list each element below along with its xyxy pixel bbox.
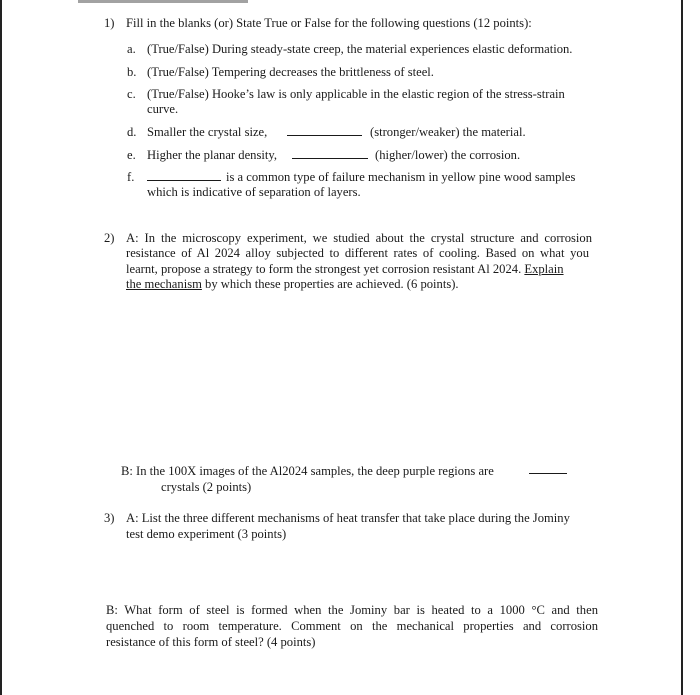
q2a-explain-underlined: Explain <box>524 262 564 276</box>
q3b-line3: resistance of this form of steel? (4 points) <box>106 635 316 649</box>
q1d-marker: d. <box>127 125 137 139</box>
cropped-header-remnant <box>78 0 248 3</box>
q1f-marker: f. <box>127 170 135 184</box>
q2a-mechanism-underlined: the mechanism <box>126 277 202 291</box>
q3a-line1: A: List the three different mechanisms of heat transfer that take place during the Jominy <box>126 511 570 525</box>
q1a-text: (True/False) During steady-state creep, the material experiences elastic deformation. <box>147 42 573 56</box>
left-page-edge <box>0 0 2 695</box>
q1e-text-before: Higher the planar density, <box>147 148 277 162</box>
q2a-line3 <box>126 262 564 277</box>
q1-title: Fill in the blanks (or) State True or False for the following questions (12 points): <box>126 16 532 30</box>
q1f-text-after: is a common type of failure mechanism in yellow pine wood samples <box>226 170 576 184</box>
q1c-text-line2: curve. <box>147 102 179 116</box>
q1d-text-after: (stronger/weaker) the material. <box>370 125 526 139</box>
q2a-line4 <box>126 277 459 292</box>
q1f-answer-blank[interactable] <box>147 171 221 181</box>
q3b-line1: B: What form of steel is formed when the Jominy bar is heated to a 1000 °C and then <box>106 603 598 617</box>
q2a-line3-text: learnt, propose a strategy to form the strongest yet corrosion resistant Al 2024. <box>126 262 522 276</box>
q1f-text-line2: which is indicative of separation of layers. <box>147 185 361 199</box>
q3a-line2: test demo experiment (3 points) <box>126 527 287 541</box>
q1c-marker: c. <box>127 87 136 101</box>
q1-number: 1) <box>104 16 115 30</box>
q2-number: 2) <box>104 231 115 245</box>
q1e-answer-blank[interactable] <box>292 149 368 159</box>
q1b-text: (True/False) Tempering decreases the brittleness of steel. <box>147 65 434 79</box>
q1e-marker: e. <box>127 148 136 162</box>
q2a-line1: A: In the microscopy experiment, we studied about the crystal structure and corrosion <box>126 231 592 245</box>
q2a-line4-text: by which these properties are achieved. (6 points). <box>205 277 459 291</box>
q1c-text-line1: (True/False) Hooke’s law is only applicable in the elastic region of the stress-strain <box>147 87 565 101</box>
q1d-answer-blank[interactable] <box>287 126 362 136</box>
q2b-line2: crystals (2 points) <box>161 480 252 494</box>
q2a-line2: resistance of Al 2024 alloy subjected to different rates of cooling. Based on what you <box>126 246 589 260</box>
q1b-marker: b. <box>127 65 137 79</box>
q1e-text-after: (higher/lower) the corrosion. <box>375 148 521 162</box>
q3b-line2: quenched to room temperature. Comment on the mechanical properties and corrosion <box>106 619 598 633</box>
q3-number: 3) <box>104 511 115 525</box>
q1d-text-before: Smaller the crystal size, <box>147 125 268 139</box>
q2b-line1: B: In the 100X images of the Al2024 samples, the deep purple regions are <box>121 464 494 478</box>
q1a-marker: a. <box>127 42 136 56</box>
right-page-edge <box>681 0 683 695</box>
q2b-answer-blank[interactable] <box>529 464 567 474</box>
